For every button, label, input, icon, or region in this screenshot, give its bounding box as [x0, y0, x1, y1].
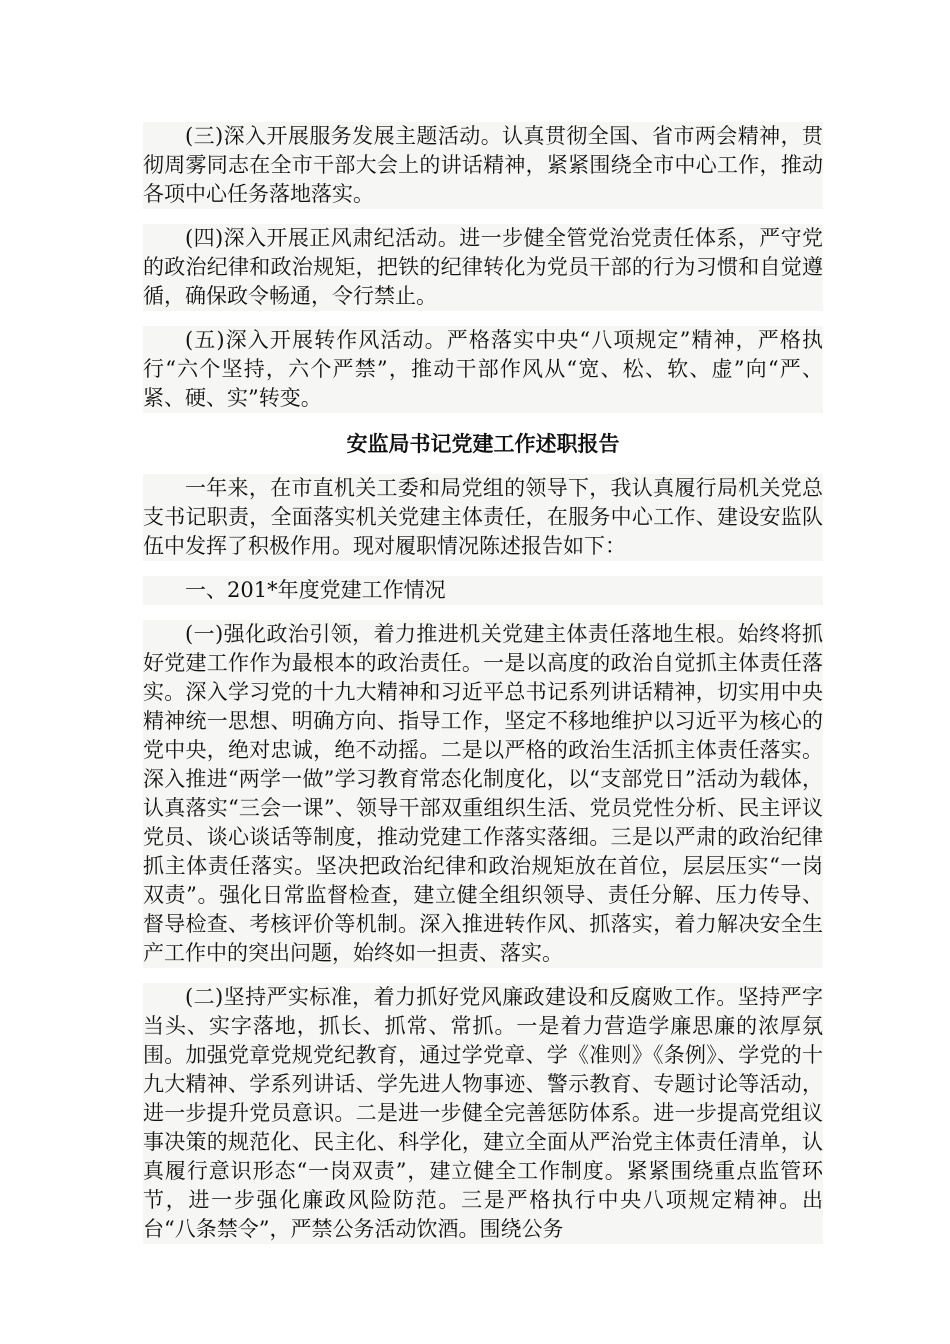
section-heading: 一、201*年度党建工作情况 — [143, 576, 823, 605]
paragraph-anti-corruption: (二)坚持严实标准，着力抓好党风廉政建设和反腐败工作。坚持严字当头、实字落地，抓长、抓常、常抓。一是着力营造学廉思廉的浓厚氛围。加强党章党规党纪教育，通过学党章、学《准则》《条例》、学党的十九大精神、学系列讲话、学先进人物事迹、警示教育、专题讨论等活动，进一步提升党员意识。二是进一步健全完善惩防体系。进一步提高党组议事决策的规范化、民主化、科学化，建立全面从严治党主体责任清单，认真履行意识形态“一岗双责”，建立健全工作制度。紧紧围绕重点监管环节，进一步强化廉政风险防范。三是严格执行中央八项规定精神。出台“八条禁令”，严禁公务活动饮酒。围绕公务 — [143, 983, 823, 1244]
report-title: 安监局书记党建工作述职报告 — [346, 431, 620, 456]
paragraph-intro: 一年来，在市直机关工委和局党组的领导下，我认真履行局机关党总支书记职责，全面落实机关党建主体责任，在服务中心工作、建设安监队伍中发挥了积极作用。现对履职情况陈述报告如下： — [143, 474, 823, 561]
paragraph-discipline: (四)深入开展正风肃纪活动。进一步健全管党治党责任体系，严守党的政治纪律和政治规矩，把铁的纪律转化为党员干部的行为习惯和自觉遵循，确保政令畅通，令行禁止。 — [143, 224, 823, 311]
paragraph-work-style: (五)深入开展转作风活动。严格落实中央“八项规定”精神，严格执行“六个坚持，六个严禁”，推动干部作风从“宽、松、软、虚”向“严、紧、硬、实”转变。 — [143, 326, 823, 413]
paragraph-service-development: (三)深入开展服务发展主题活动。认真贯彻全国、省市两会精神，贯彻周雾同志在全市干部大会上的讲话精神，紧紧围绕全市中心工作，推动各项中心任务落地落实。 — [143, 122, 823, 209]
document-body — [143, 122, 823, 1259]
paragraph-political-leadership: (一)强化政治引领，着力推进机关党建主体责任落地生根。始终将抓好党建工作作为最根本的政治责任。一是以高度的政治自觉抓主体责任落实。深入学习党的十九大精神和习近平总书记系列讲话精神，切实用中央精神统一思想、明确方向、指导工作，坚定不移地维护以习近平为核心的党中央，绝对忠诚，绝不动摇。二是以严格的政治生活抓主体责任落实。深入推进“两学一做”学习教育常态化制度化，以“支部党日”活动为载体，认真落实“三会一课”、领导干部双重组织生活、党员党性分析、民主评议党员、谈心谈话等制度，推动党建工作落实落细。三是以严肃的政治纪律抓主体责任落实。坚决把政治纪律和政治规矩放在首位，层层压实“一岗双责”。强化日常监督检查，建立健全组织领导、责任分解、压力传导、督导检查、考核评价等机制。深入推进转作风、抓落实，着力解决安全生产工作中的突出问题，始终如一担责、落实。 — [143, 620, 823, 968]
